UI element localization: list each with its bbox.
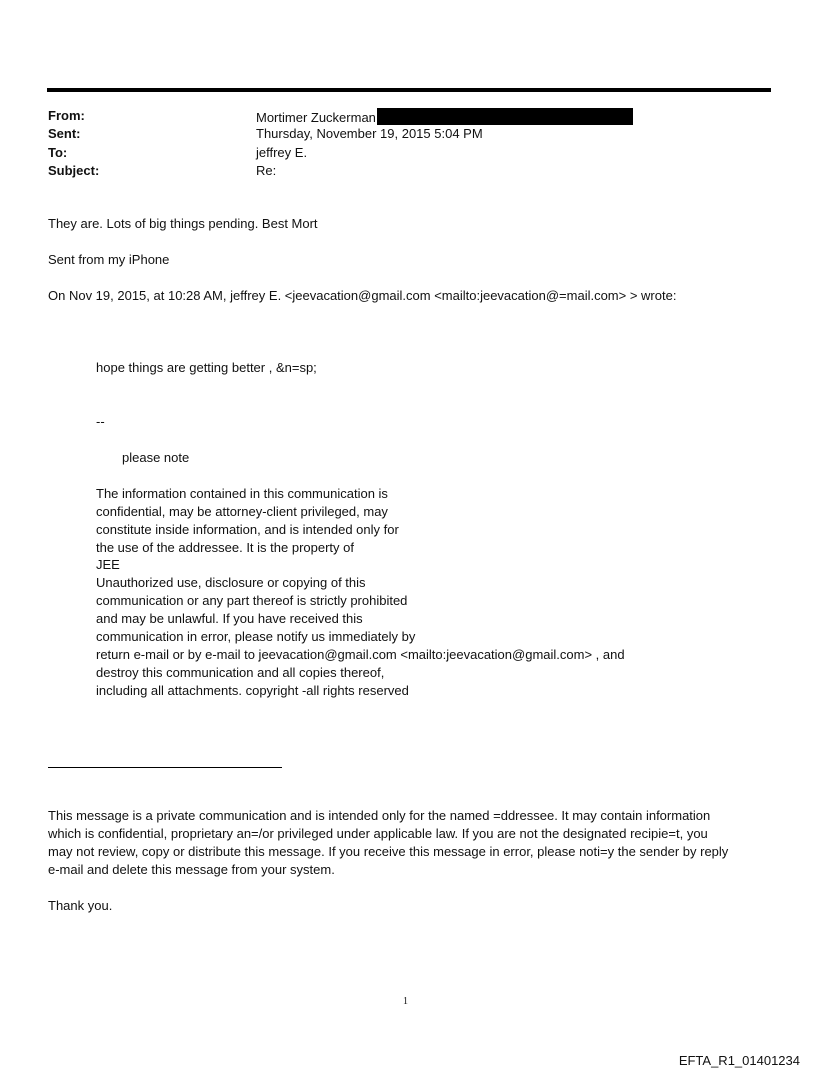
disclaimer-line: the use of the addressee. It is the property of xyxy=(96,540,354,555)
to-label: To: xyxy=(48,145,68,160)
disclaimer-line: return e-mail or by e-mail to jeevacation@gmail.com <mailto:jeevacation@gmail.com> , and xyxy=(96,647,625,662)
page-number: 1 xyxy=(403,996,408,1007)
disclaimer-line: The information contained in this communication is xyxy=(96,486,388,501)
reply-text: They are. Lots of big things pending. Best Mort xyxy=(48,216,318,231)
bates-number: EFTA_R1_01401234 xyxy=(678,1053,800,1068)
disclaimer-line: communication in error, please notify us immediately by xyxy=(96,629,416,644)
subject-label: Subject: xyxy=(48,163,100,178)
sent-label: Sent: xyxy=(48,126,81,141)
disclaimer-line: including all attachments. copyright -all rights reserved xyxy=(96,683,409,698)
disclaimer-line: and may be unlawful. If you have received this xyxy=(96,611,363,626)
footer-notice-line: may not review, copy or distribute this message. If you receive this message in error, please noti=y the sender by reply xyxy=(48,844,729,859)
sent-value: Thursday, November 19, 2015 5:04 PM xyxy=(256,126,483,141)
disclaimer-line: communication or any part thereof is strictly prohibited xyxy=(96,593,408,608)
disclaimer-line: destroy this communication and all copies thereof, xyxy=(96,665,385,680)
disclaimer-line: constitute inside information, and is intended only for xyxy=(96,522,399,537)
footer-rule xyxy=(48,767,282,768)
to-value: jeffrey E. xyxy=(256,145,308,160)
header-top-rule xyxy=(47,88,771,92)
signature-text: Sent from my iPhone xyxy=(48,252,170,267)
quote-intro: On Nov 19, 2015, at 10:28 AM, jeffrey E. <jeevacation@gmail.com <mailto:jeevacation@=mail.com> > wrote: xyxy=(48,288,677,303)
please-note: please note xyxy=(122,450,190,465)
subject-value: Re: xyxy=(256,163,277,178)
signature-separator: -- xyxy=(96,414,105,429)
quoted-message: hope things are getting better , &n=sp; xyxy=(96,360,317,375)
redaction-box xyxy=(377,108,633,125)
from-name: Mortimer Zuckerman xyxy=(256,110,376,125)
disclaimer-line: confidential, may be attorney-client privileged, may xyxy=(96,504,388,519)
footer-notice-line: This message is a private communication and is intended only for the named =ddressee. It may contain information xyxy=(48,808,711,823)
footer-notice-line: e-mail and delete this message from your system. xyxy=(48,862,335,877)
footer-notice-line: which is confidential, proprietary an=/or privileged under applicable law. If you are not the designated recipie=t, you xyxy=(48,826,708,841)
thank-you-text: Thank you. xyxy=(48,898,113,913)
from-label: From: xyxy=(48,108,85,123)
from-value xyxy=(256,108,633,125)
disclaimer-line: Unauthorized use, disclosure or copying of this xyxy=(96,575,366,590)
disclaimer-line: JEE xyxy=(96,557,120,572)
